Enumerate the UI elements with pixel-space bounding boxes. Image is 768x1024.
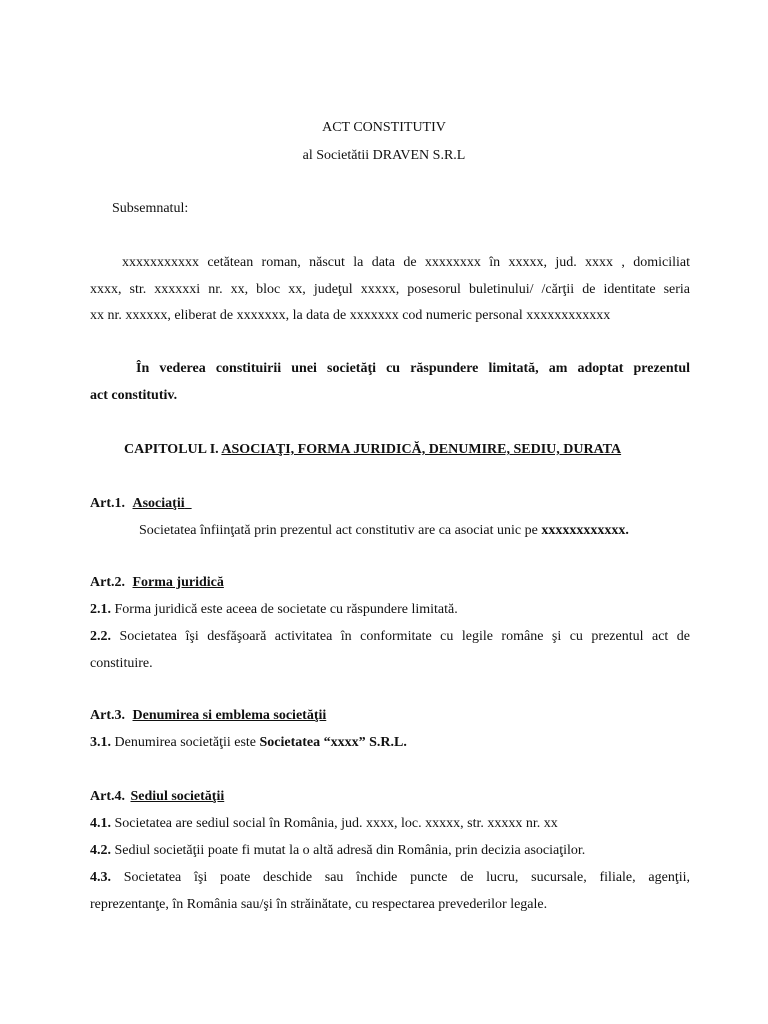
article-2-title: Forma juridică <box>132 575 224 590</box>
article-3-label: Art.3. <box>90 708 125 723</box>
paragraph-2-2-text: Societatea îşi desfăşoară activitatea în conformitate cu legile române şi cu prezentul act de <box>111 629 690 644</box>
declaration-line-2: act constitutiv. <box>90 388 178 403</box>
paragraph-4-3-text: Societatea îşi poate deschide sau închide puncte de lucru, sucursale, filiale, agenţii, <box>111 870 690 885</box>
document-title: ACT CONSTITUTIV <box>322 120 446 135</box>
paragraph-2-2-line-1 <box>90 628 690 646</box>
paragraph-2-1-number: 2.1. <box>90 602 111 617</box>
paragraph-3-1 <box>90 734 407 752</box>
declaration-line-1 <box>90 360 690 378</box>
article-1-text-regular: Societatea înfiinţată prin prezentul act constitutiv are ca asociat unic pe <box>139 523 542 538</box>
paragraph-2-2-line-2: constituire. <box>90 656 153 671</box>
person-details-text-1: xxxxxxxxxxx cetătean roman, născut la data de xxxxxxxx în xxxxx, jud. xxxx , domiciliat <box>122 255 690 270</box>
paragraph-2-1 <box>90 601 458 619</box>
paragraph-4-3-number: 4.3. <box>90 870 111 885</box>
chapter-heading <box>124 441 621 459</box>
article-4-label: Art.4. <box>90 789 125 804</box>
paragraph-2-1-text: Forma juridică este aceea de societate cu răspundere limitată. <box>111 602 458 617</box>
article-2-heading <box>90 574 224 592</box>
article-3-title: Denumirea si emblema societăţii <box>132 708 327 723</box>
paragraph-4-2-text: Sediul societăţii poate fi mutat la o altă adresă din România, prin decizia asociaţilor. <box>111 843 586 858</box>
paragraph-4-3-line-1 <box>90 869 690 887</box>
person-details-line-2: xxxx, str. xxxxxxi nr. xx, bloc xx, judeţul xxxxx, posesorul buletinului/ /cărţii de identitate seria <box>90 282 690 297</box>
paragraph-4-1-text: Societatea are sediul social în România, jud. xxxx, loc. xxxxx, str. xxxxx nr. xx <box>111 816 558 831</box>
paragraph-4-1-number: 4.1. <box>90 816 111 831</box>
chapter-title: ASOCIAŢI, FORMA JURIDICĂ, DENUMIRE, SEDIU, DURATA <box>221 442 622 457</box>
article-3-heading <box>90 707 326 725</box>
paragraph-4-1 <box>90 815 558 833</box>
article-4-heading <box>90 788 224 806</box>
paragraph-3-1-company-name: Societatea “xxxx” S.R.L. <box>259 735 407 750</box>
chapter-prefix: CAPITOLUL I. <box>124 442 219 457</box>
paragraph-2-2-number: 2.2. <box>90 629 111 644</box>
declaration-text-1: În vederea constituirii unei societăţi cu răspundere limitată, am adoptat prezentul <box>136 361 690 376</box>
person-details-line-3: xx nr. xxxxxx, eliberat de xxxxxxx, la data de xxxxxxx cod numeric personal xxxxxxxxxxxx <box>90 308 611 323</box>
article-1-label: Art.1. <box>90 496 125 511</box>
person-details-line-1 <box>90 254 690 272</box>
article-2-label: Art.2. <box>90 575 125 590</box>
article-1-text <box>139 522 629 540</box>
paragraph-3-1-number: 3.1. <box>90 735 111 750</box>
paragraph-4-3-line-2: reprezentanţe, în România sau/şi în străinătate, cu respectarea prevederilor legale. <box>90 897 548 912</box>
paragraph-4-2 <box>90 842 585 860</box>
paragraph-4-2-number: 4.2. <box>90 843 111 858</box>
subsemnatul-label: Subsemnatul: <box>112 201 189 216</box>
article-1-text-bold: xxxxxxxxxxxx. <box>541 523 629 538</box>
paragraph-3-1-text: Denumirea societăţii este <box>111 735 260 750</box>
article-4-title: Sediul societăţii <box>130 789 225 804</box>
article-1-heading <box>90 495 192 513</box>
document-subtitle: al Societătii DRAVEN S.R.L <box>302 148 466 163</box>
article-1-title: Asociaţii <box>132 496 185 511</box>
